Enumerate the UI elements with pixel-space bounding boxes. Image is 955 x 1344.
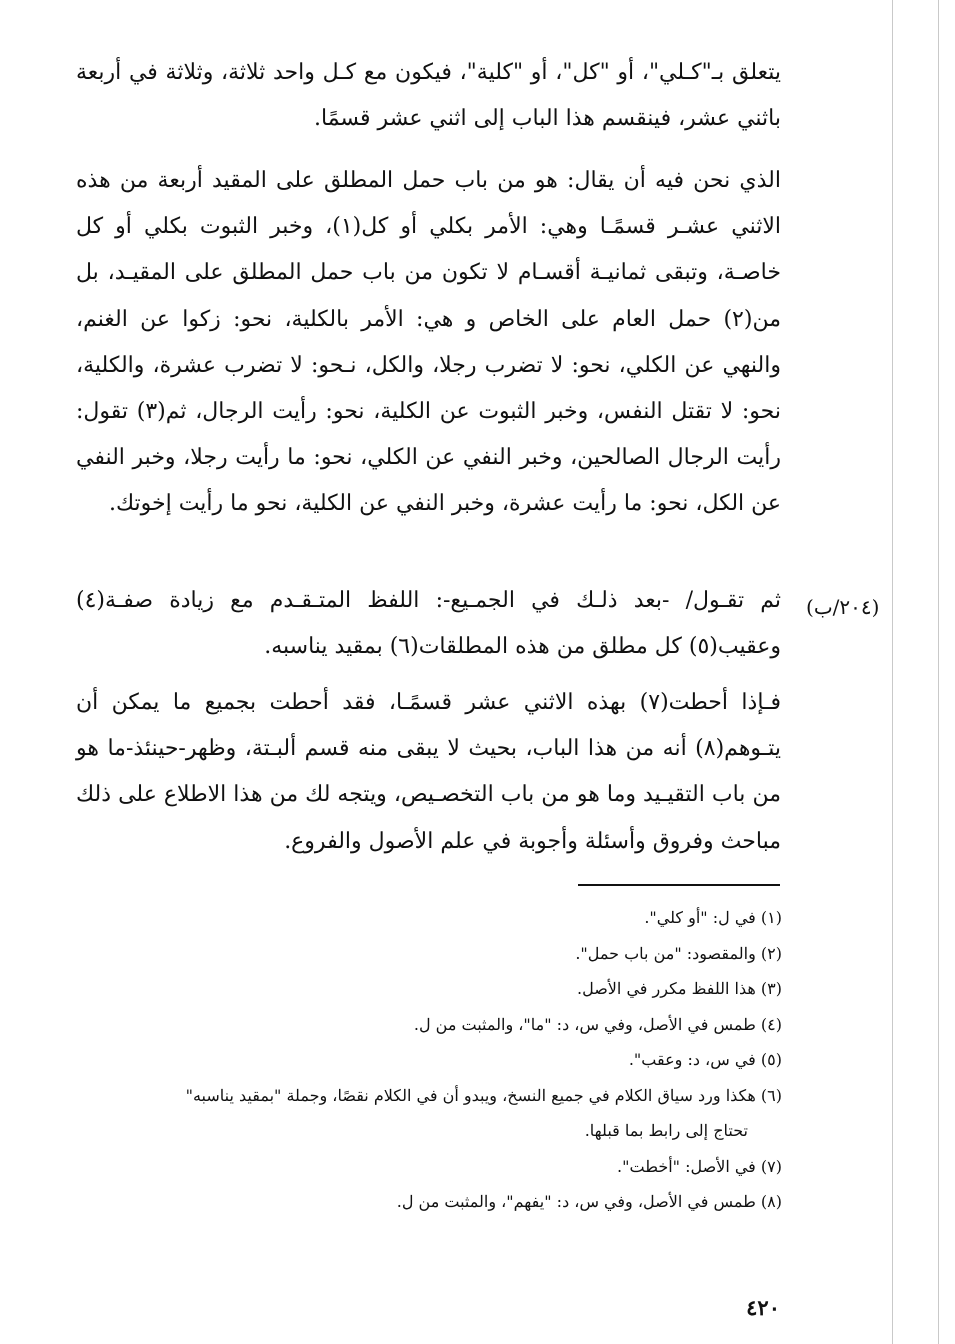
footnote: (٦) هكذا ورد سياق الكلام في جميع النسخ، ويبدو أن في الكلام نقصًا، وجملة "بمقيد يناسبه"	[185, 1085, 782, 1105]
paragraph-3: ثم تقـول/ -بعد ذلـك في الجمـيع-: اللفظ المتـقـدم مع زيادة صفـة(٤) وعقيب(٥) كل مطلق من هذه المطلقات(٦) بمقيد يناسبه.	[76, 588, 781, 660]
footnote: (٤) طمس في الأصل، وفي س، د: "ما"، والمثبت من ل.	[413, 1014, 782, 1034]
footnote: (١) في ل: "أو كلي".	[644, 908, 782, 927]
footnotes	[60, 900, 782, 1220]
paragraph-4: فـإذا أحطت(٧) بهذه الاثني عشر قسمًـا، فقد أحطت بجميع ما يمكن أن يتـوهم(٨) أنه من هذا الباب، بحيث لا يبقى منه قسم ألبـتة، وظهر-حينئذ-ما هو من باب التقيـيد وما هو من باب التخصـيص، ويتجه لك من هذا الاطلاع على ذلك مباحث وفروق وأسئلة وأجوبة في علم الأصول والفروع.	[76, 690, 781, 854]
paragraph-1: يتعلق بـ"كـلي"، أو "كل"، أو "كلية"، فيكون مع كـل واحد ثلاثة، وثلاثة في أربعة باثني عشر، فينقسم هذا الباب إلى اثني عشر قسمًا.	[76, 60, 781, 132]
footnote-separator	[578, 884, 780, 886]
main-text	[76, 158, 781, 528]
paragraph-2: الذي نحن فيه أن يقال: هو من باب حمل المطلق على المقيد أربعة من هذه الاثني عشـر قسمًـا وهي: الأمر بكلي أو كل(١)، وخبر الثبوت بكلي أو كل خاصـة، وتبقى ثمانيـة أقسـام لا تكون من باب حمل المطلق على المقيـد، بل من(٢) حمل العام على الخاص و هي: الأمر بالكلية، نحو: زكوا عن الغنم، والنهي عن الكلي، نحو: لا تضرب رجلا، والكل، نـحو: لا تضرب عشرة، والكلية، نحو: لا تقتل النفس، وخبر الثبوت عن الكلية، نحو: رأيت الرجال، ثم(٣) تقول: رأيت الرجال الصالحين، وخبر النفي عن الكلي، نحو: ما رأيت رجلا، وخبر النفي عن الكل، نحو: ما رأيت عشرة، وخبر النفي عن الكلية، نحو ما رأيت إخوتك.	[76, 168, 781, 517]
footnote: (٣) هذا اللفظ مكرر في الأصل.	[577, 979, 782, 998]
folio-reference: (٢٠٤/ب)	[806, 595, 880, 619]
footnote-continuation: تحتاج إلى رابط بما قبلها.	[584, 1121, 748, 1140]
main-text	[76, 578, 781, 670]
footnote: (٢) والمقصود: "من باب حمل".	[575, 943, 782, 963]
footnote: (٨) طمس في الأصل، وفي س، د: "يفهم"، والمثبت من ل.	[396, 1192, 782, 1211]
scan-artifact-line	[892, 0, 893, 1344]
main-text	[76, 680, 781, 865]
footnote: (٧) في الأصل: "أخطت".	[617, 1156, 782, 1176]
scan-artifact-line	[938, 0, 939, 1344]
footnote: (٥) في س، د: وعقب".	[628, 1050, 782, 1069]
main-text	[76, 50, 781, 142]
page-number: ٤٢٠	[746, 1295, 780, 1320]
